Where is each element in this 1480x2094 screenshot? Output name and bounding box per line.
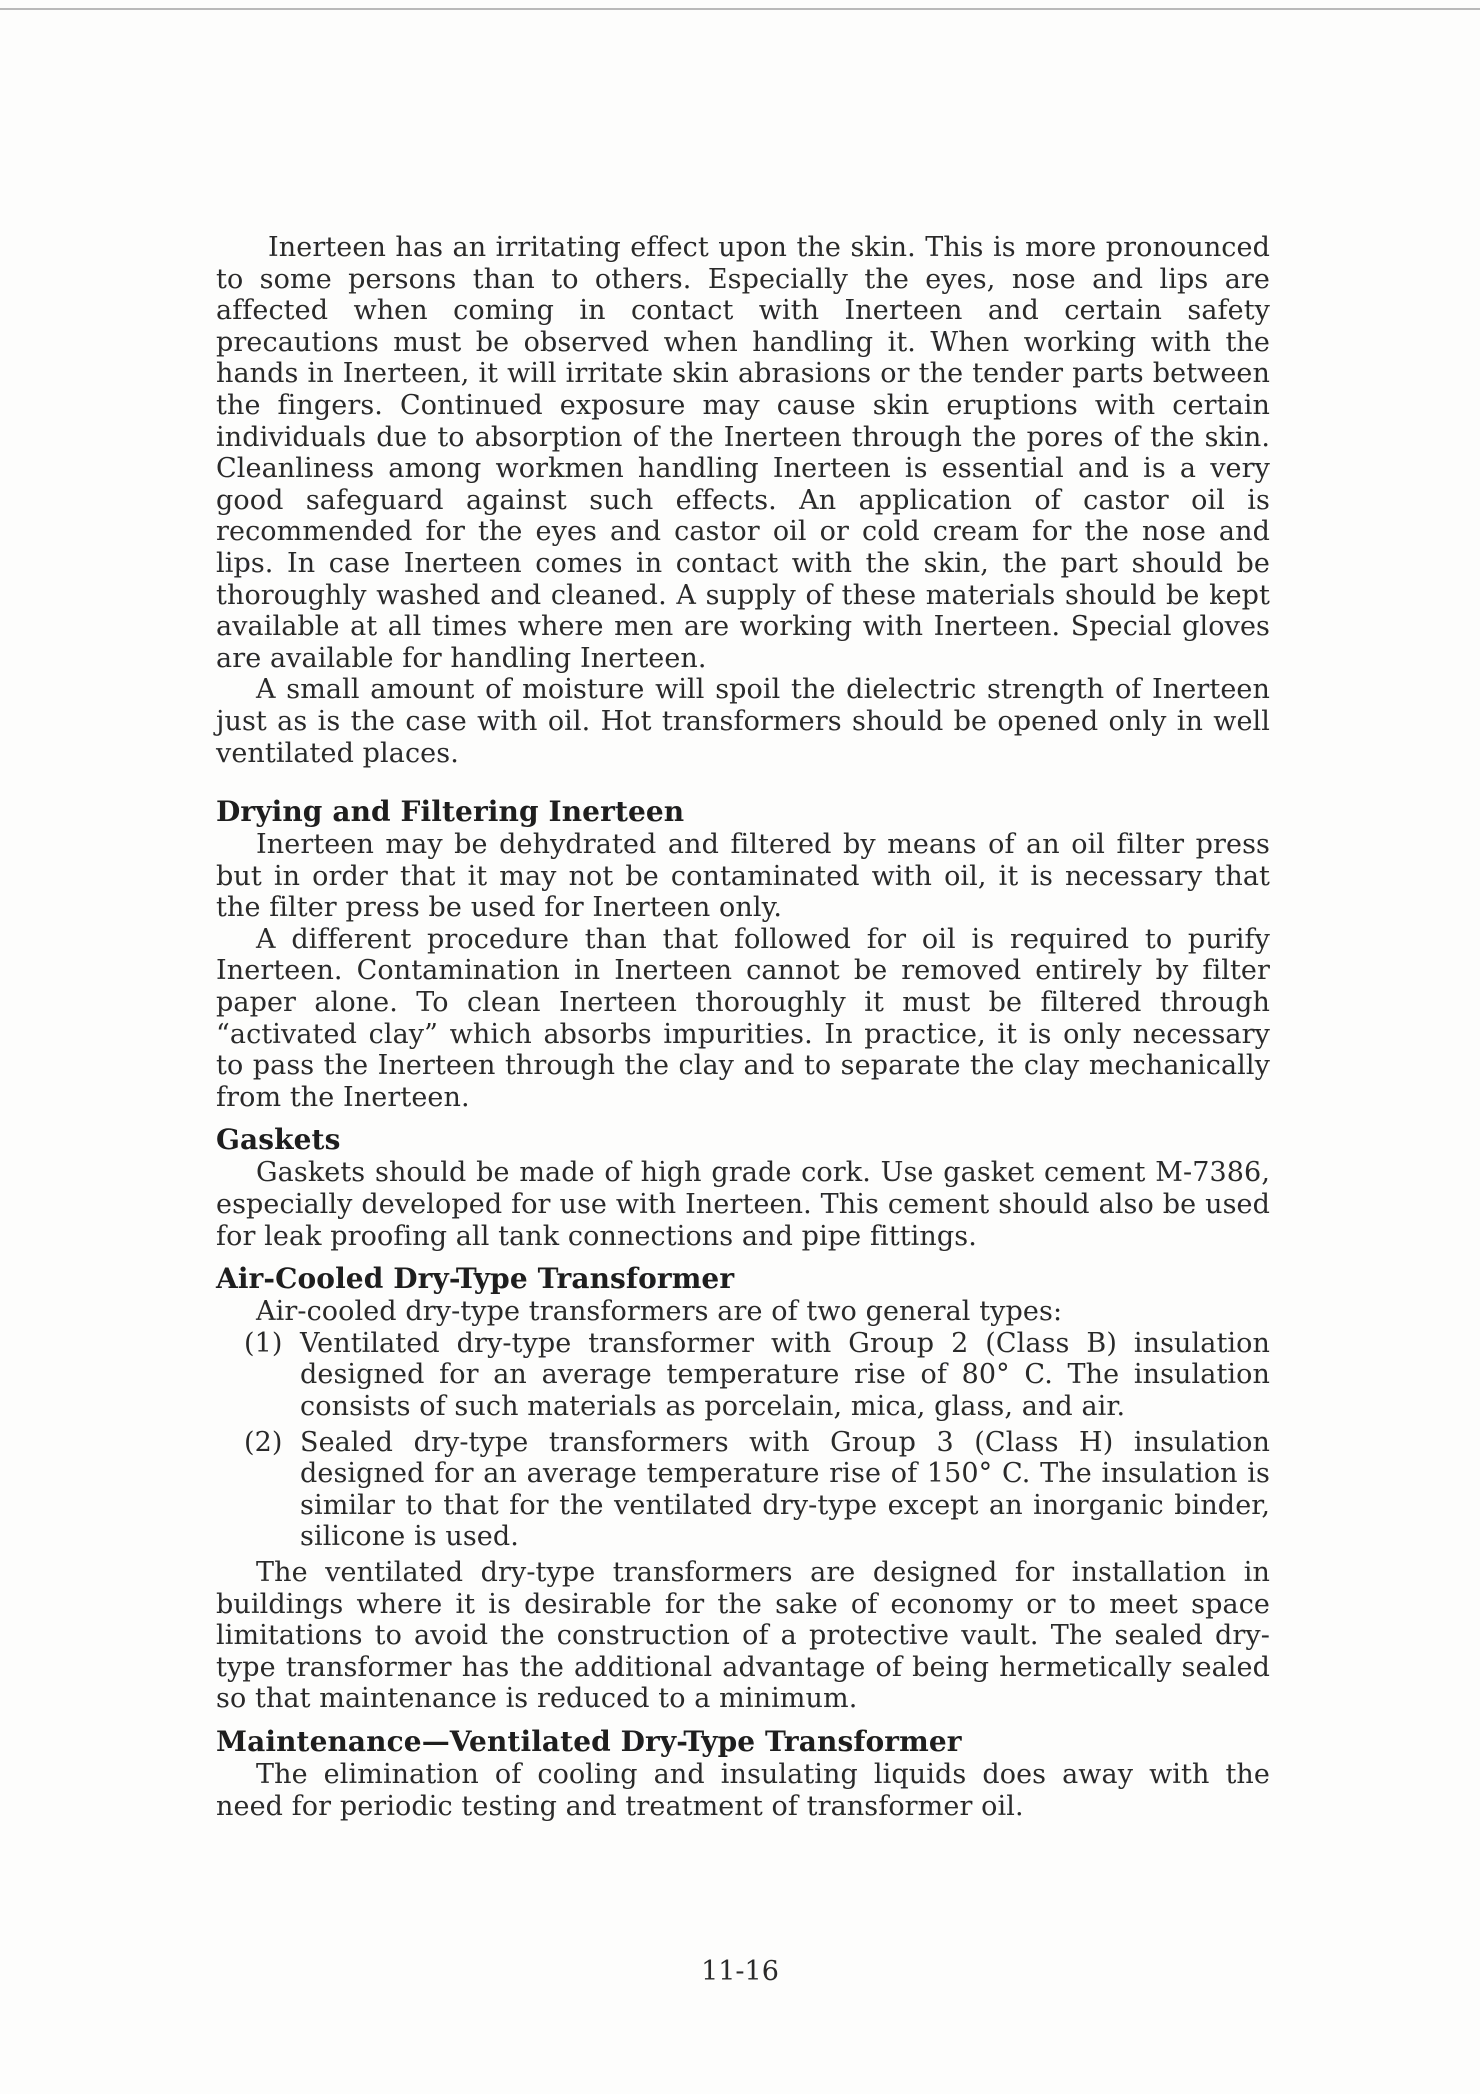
drying-paragraph-2: A different procedure than that followed for oil is required to purify Inerteen. Contamination in Inerteen cannot be removed entirely by filter paper alone. To clean Inerteen thoroughly it must be filtered through “activated clay” which absorbs impurities. In practice, it is only necessary to pass the Inerteen through the clay and to separate the clay mechanically from the Inerteen.: [216, 923, 1270, 1113]
gaskets-paragraph: Gaskets should be made of high grade cork. Use gasket cement M-7386, especially developed for use with Inerteen. This cement should also be used for leak proofing all tank connections and pipe fittings.: [216, 1157, 1270, 1252]
heading-gaskets: Gaskets: [216, 1123, 341, 1157]
list-item: [244, 1328, 1270, 1423]
page-body: [216, 232, 1270, 1822]
page-number: 11-16: [701, 1956, 779, 1987]
drying-paragraph-1: Inerteen may be dehydrated and filtered by means of an oil filter press but in order that it may not be contaminated with oil, it is necessary that the filter press be used for Inerteen only.: [216, 829, 1270, 924]
section-gap: [216, 769, 1270, 785]
intro-paragraph-1: Inerteen has an irritating effect upon the skin. This is more pronounced to some persons than to others. Especially the eyes, nose and lips are affected when coming in contact with Inerteen and certain safety precautions must be observed when handling it. When working with the hands in Inerteen, it will irritate skin abrasions or the tender parts between the fingers. Continued exposure may cause skin eruptions with certain individuals due to absorption of the Inerteen through the pores of the skin. Cleanliness among workmen handling Inerteen is essential and is a very good safeguard against such effects. An application of castor oil is recommended for the eyes and castor oil or cold cream for the nose and lips. In case Inerteen comes in contact with the skin, the part should be thoroughly washed and cleaned. A supply of these materials should be kept available at all times where men are working with Inerteen. Special gloves are available for handling Inerteen.: [216, 232, 1270, 674]
maintenance-paragraph: The elimination of cooling and insulating liquids does away with the need for periodic testing and treatment of transformer oil.: [216, 1758, 1270, 1822]
air-cooled-paragraph-2: The ventilated dry-type transformers are designed for installation in buildings where it is desirable for the sake of economy or to meet space limitations to avoid the construction of a protective vault. The sealed dry-type transformer has the additional advantage of being hermetically sealed so that maintenance is reduced to a minimum.: [216, 1556, 1270, 1715]
list-marker: (1): [244, 1327, 283, 1359]
list-item: [244, 1427, 1270, 1553]
air-cooled-paragraph-1: Air-cooled dry-type transformers are of two general types:: [256, 1296, 1063, 1328]
transformer-types-list: [216, 1328, 1270, 1553]
list-marker: (2): [244, 1426, 283, 1458]
list-item-text: Sealed dry-type transformers with Group 3 (Class H) insulation designed for an average temperature rise of 150° C. The insulation is similar to that for the ventilated dry-type except an inorganic binder, silicone is used.: [300, 1426, 1270, 1553]
intro-paragraph-2: A small amount of moisture will spoil the dielectric strength of Inerteen just as is the case with oil. Hot transformers should be opened only in well ventilated places.: [216, 674, 1270, 769]
heading-maintenance: Maintenance—Ventilated Dry-Type Transformer: [216, 1724, 962, 1758]
list-item-text: Ventilated dry-type transformer with Group 2 (Class B) insulation designed for an average temperature rise of 80° C. The insulation consists of such materials as porcelain, mica, glass, and air.: [300, 1327, 1270, 1422]
heading-drying-filtering: Drying and Filtering Inerteen: [216, 795, 685, 829]
top-scan-edge: [0, 8, 1480, 10]
heading-air-cooled: Air-Cooled Dry-Type Transformer: [216, 1262, 735, 1296]
